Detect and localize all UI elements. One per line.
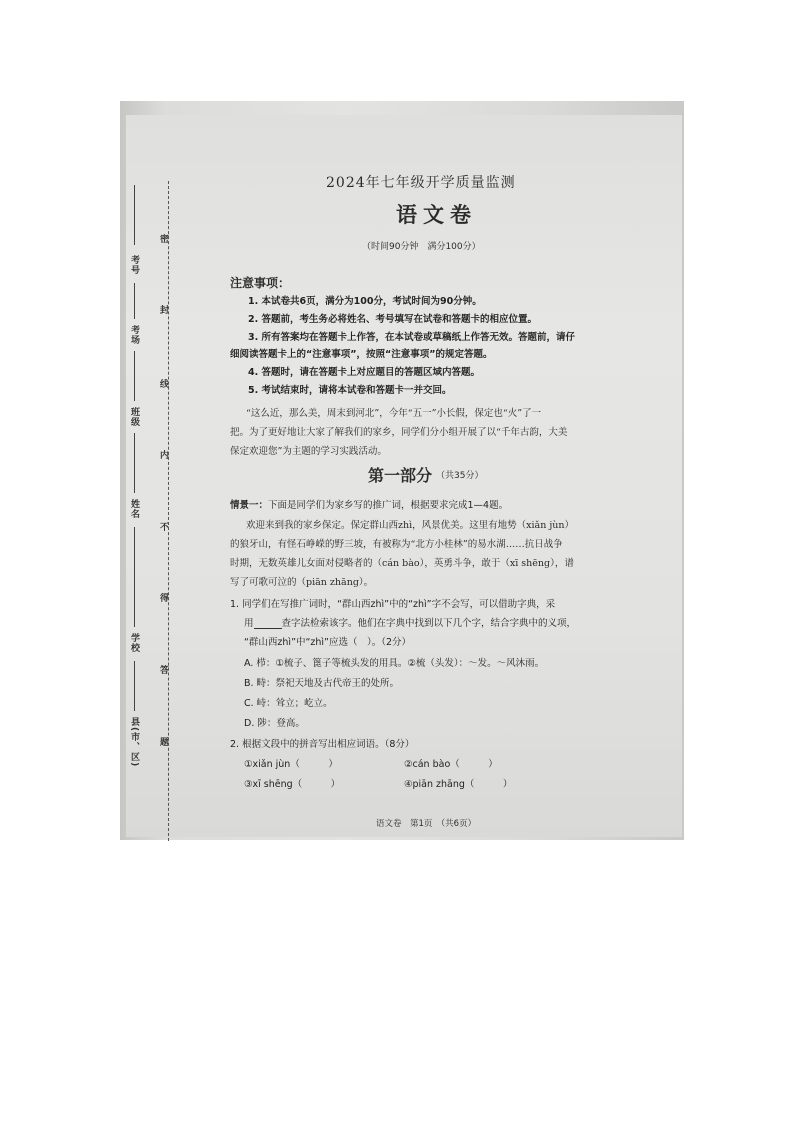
scenario-text: 下面是同学们为家乡写的推广词，根据要求完成1—4题。 bbox=[268, 500, 509, 511]
notice-heading: 注意事项： bbox=[230, 276, 291, 290]
intro-line: 保定欢迎您”为主题的学习实践活动。 bbox=[230, 446, 387, 457]
exam-title: 2024年七年级开学质量监测 bbox=[326, 175, 516, 191]
q2-item: ③xī shēng（ ） bbox=[244, 779, 341, 790]
seal-char: 密 bbox=[160, 235, 170, 245]
photo-frame bbox=[120, 101, 684, 840]
part-title: 第一部分 bbox=[368, 466, 433, 485]
part-score: （共35分） bbox=[436, 471, 484, 481]
notice-item: 5. 考试结束时，请将本试卷和答题卡一并交回。 bbox=[248, 385, 452, 396]
passage-line: 欢迎来到我的家乡保定。保定群山西zhì，风景优美。这里有地势（xiǎn jùn） bbox=[246, 520, 575, 531]
seal-char: 线 bbox=[160, 380, 170, 390]
q1-stem-line3: “群山西zhì”中“zhì”应选（ ）。（2分） bbox=[244, 637, 412, 648]
passage-line: 时期，无数英雄儿女面对侵略者的（cán bào），英勇斗争，敢于（xī shēng），谱 bbox=[230, 558, 574, 569]
notice-item: 3. 所有答案均在答题卡上作答，在本试卷或草稿纸上作答无效。答题前，请仔 bbox=[248, 332, 576, 343]
seal-dashed-line bbox=[168, 181, 169, 841]
notice-item: 2. 答题前，考生务必将姓名、考号填写在试卷和答题卡的相应位置。 bbox=[248, 314, 538, 325]
scenario-label: 情景一： bbox=[230, 500, 269, 511]
fill-line bbox=[134, 351, 135, 401]
label-exam-number: 考号 bbox=[129, 255, 139, 275]
notice-item: 4. 答题时，请在答题卡上对应题目的答题区域内答题。 bbox=[248, 367, 481, 378]
answer-blank bbox=[254, 619, 282, 629]
fill-line bbox=[134, 283, 135, 319]
q2-item: ①xiǎn jùn（ ） bbox=[244, 759, 338, 770]
notice-item: 细阅读答题卡上的“注意事项”，按照“注意事项”的规定答题。 bbox=[230, 349, 493, 360]
intro-line: 把。为了更好地让大家了解我们的家乡，同学们分小组开展了以“千年古韵，大美 bbox=[230, 427, 568, 438]
page-footer: 语文卷 第1页 （共6页） bbox=[376, 819, 477, 829]
exam-meta: （时间90分钟 满分100分） bbox=[362, 242, 481, 252]
exam-sheet bbox=[126, 115, 682, 837]
q2-item: ④piān zhāng（ ） bbox=[404, 779, 513, 790]
seal-char: 不 bbox=[160, 523, 170, 533]
intro-line: “这么近，那么美，周末到河北”，今年“五一”小长假，保定也“火”了一 bbox=[246, 408, 542, 419]
notice-item: 1. 本试卷共6页，满分为100分，考试时间为90分钟。 bbox=[248, 296, 482, 307]
q1-stem-line2: 用 查字法检索该字。他们在字典中找到以下几个字，结合字典中的义项， bbox=[244, 618, 577, 629]
seal-char: 内 bbox=[160, 451, 170, 461]
label-name: 姓名 bbox=[129, 499, 139, 519]
fill-line bbox=[134, 527, 135, 627]
fill-line bbox=[134, 185, 135, 245]
seal-char: 得 bbox=[160, 594, 170, 604]
q2-item: ②cán bào（ ） bbox=[404, 759, 498, 770]
scenario-line bbox=[230, 497, 508, 511]
subject-title: 语文卷 bbox=[396, 202, 477, 227]
q1-option-b: B. 畤：祭祀天地及古代帝王的处所。 bbox=[244, 678, 400, 689]
q1-stem: 1. 同学们在写推广词时，“群山西zhì”中的“zhì”字不会写，可以借助字典，采 bbox=[230, 599, 556, 610]
passage-line: 的狼牙山，有怪石峥嵘的野三坡，有被称为“北方小桂林”的易水湖……抗日战争 bbox=[230, 539, 563, 550]
passage-line: 写了可歌可泣的（piān zhāng）。 bbox=[230, 577, 374, 588]
seal-char: 答 bbox=[160, 666, 170, 676]
seal-char: 封 bbox=[160, 306, 170, 316]
q1-option-a: A. 栉：①梳子、篦子等梳头发的用具。②梳（头发）：～发。～风沐雨。 bbox=[244, 658, 545, 669]
q1-option-d: D. 陟：登高。 bbox=[244, 718, 305, 729]
label-class: 班级 bbox=[129, 407, 139, 427]
label-school: 学校 bbox=[129, 633, 139, 653]
q1-option-c: C. 峙：耸立；屹立。 bbox=[244, 698, 333, 709]
q2-stem: 2. 根据文段中的拼音写出相应词语。（8分） bbox=[230, 739, 415, 750]
seal-char: 题 bbox=[160, 738, 170, 748]
fill-line bbox=[134, 433, 135, 493]
label-exam-room: 考场 bbox=[129, 325, 139, 345]
label-county: 县(市、区) bbox=[129, 717, 139, 768]
fill-line bbox=[134, 661, 135, 711]
